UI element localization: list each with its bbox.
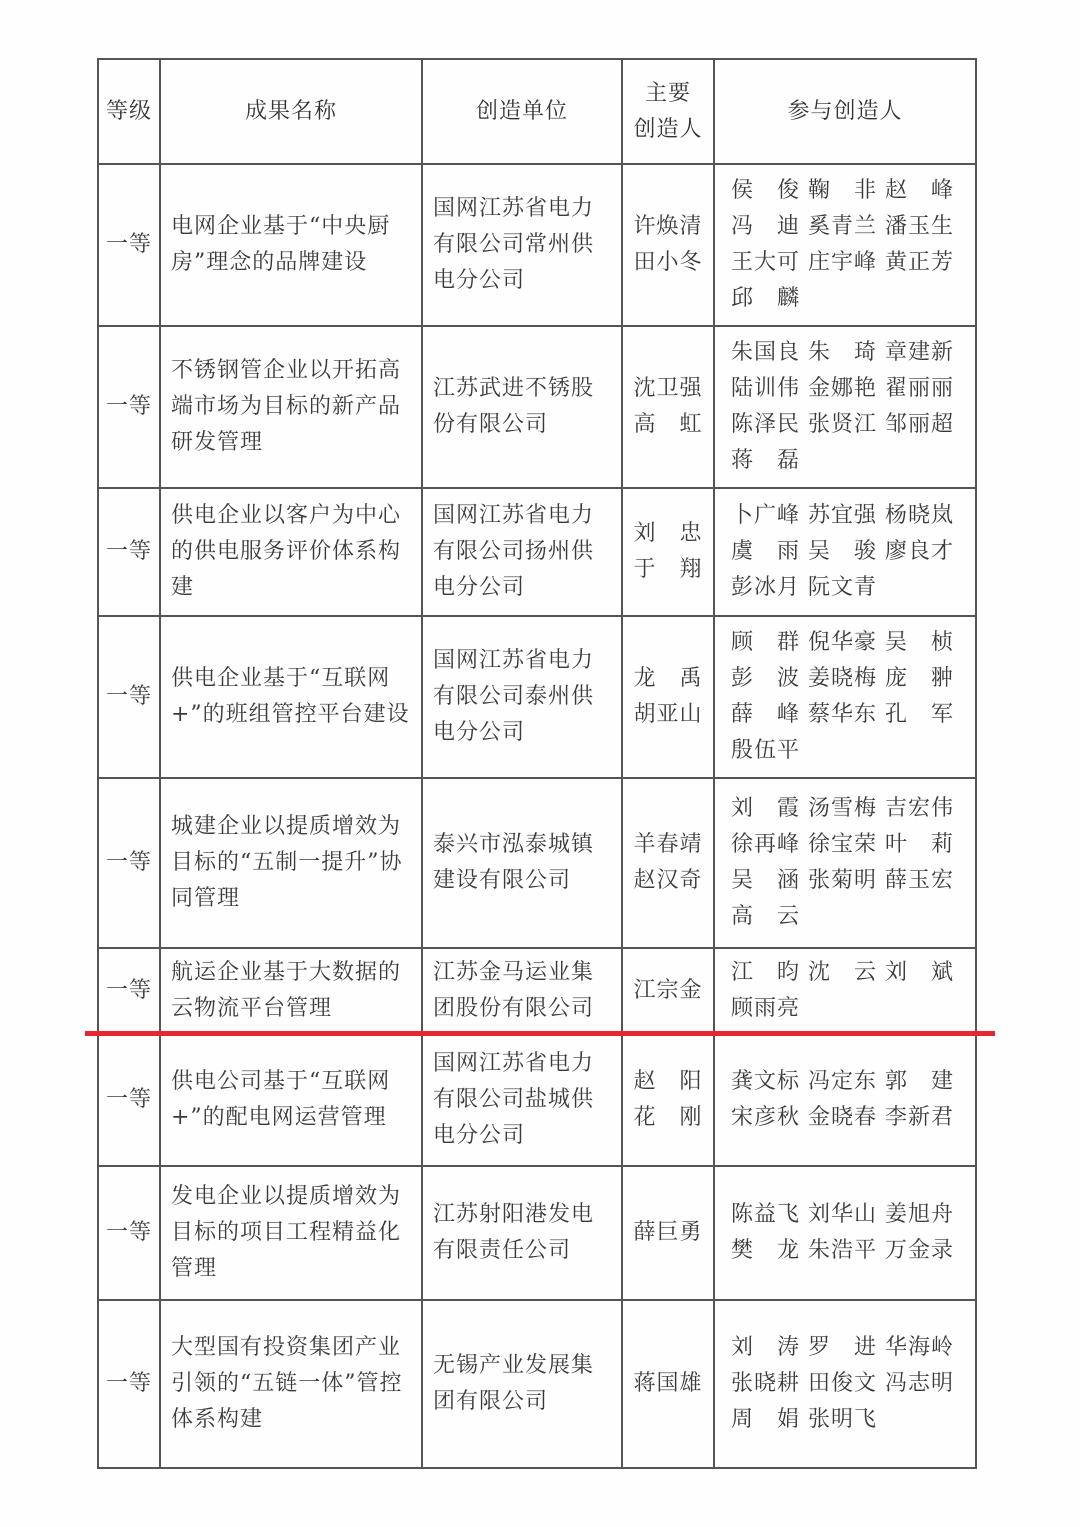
award-table [97, 58, 977, 1469]
creator-unit-cell: 国网江苏省电力有限公司常州供电分公司 [422, 164, 622, 326]
main-creator-name: 薛巨勇 [633, 1220, 703, 1245]
table-row [98, 616, 976, 778]
creator-unit-cell: 国网江苏省电力有限公司盐城供电分公司 [422, 1034, 622, 1166]
table-body [98, 164, 976, 1468]
participants-cell [714, 164, 976, 326]
achievement-name-cell: 城建企业以提质增效为目标的“五制一提升”协同管理 [160, 778, 422, 948]
main-creator-cell [622, 616, 714, 778]
participants-line: 周 娟 张明飞 [731, 1407, 877, 1432]
grade-cell: 一等 [98, 326, 160, 488]
main-creator-name: 刘 忠 [633, 521, 703, 546]
creator-unit-cell: 国网江苏省电力有限公司扬州供电分公司 [422, 488, 622, 616]
main-creator-name: 高 虹 [633, 412, 703, 437]
main-creator-name: 田小冬 [633, 250, 703, 275]
main-creator-name: 江宗金 [633, 978, 703, 1003]
main-creator-cell [622, 948, 714, 1034]
participants-line: 冯 迪 奚青兰 潘玉生 [731, 214, 954, 239]
table-row [98, 778, 976, 948]
grade-cell: 一等 [98, 778, 160, 948]
creator-unit-cell: 泰兴市泓泰城镇建设有限公司 [422, 778, 622, 948]
table-row [98, 1166, 976, 1300]
main-creator-cell [622, 326, 714, 488]
achievement-name-cell: 供电企业基于“互联网+”的班组管控平台建设 [160, 616, 422, 778]
participants-line: 高 云 [731, 904, 801, 929]
header-main-line2: 创造人 [633, 116, 703, 142]
table-row [98, 488, 976, 616]
main-creator-cell [622, 778, 714, 948]
participants-line: 龚文标 冯定东 郭 建 [731, 1069, 954, 1094]
main-creator-name: 许焕清 [633, 214, 703, 239]
main-creator-name: 蒋国雄 [633, 1371, 703, 1396]
creator-unit-cell: 江苏金马运业集团股份有限公司 [422, 948, 622, 1034]
achievement-name-cell: 发电企业以提质增效为目标的项目工程精益化管理 [160, 1166, 422, 1300]
header-participants: 参与创造人 [714, 59, 976, 164]
participants-line: 薛 峰 蔡华东 孔 军 [731, 702, 954, 727]
participants-line: 陆训伟 金娜艳 翟丽丽 [731, 376, 954, 401]
table-row [98, 1300, 976, 1468]
participants-line: 邱 麟 [731, 286, 801, 311]
participants-line: 卜广峰 苏宜强 杨晓岚 [731, 503, 954, 528]
table-row [98, 164, 976, 326]
main-creator-name: 龙 禹 [633, 666, 703, 691]
header-main-creator [622, 59, 714, 164]
participants-line: 朱国良 朱 琦 章建新 [731, 340, 954, 365]
participants-line: 彭 波 姜晓梅 庞 翀 [731, 666, 954, 691]
achievement-name-cell: 航运企业基于大数据的云物流平台管理 [160, 948, 422, 1034]
participants-line: 侯 俊 鞠 非 赵 峰 [731, 178, 954, 203]
participants-line: 徐再峰 徐宝荣 叶 莉 [731, 832, 954, 857]
main-creator-name: 于 翔 [633, 557, 703, 582]
main-creator-name: 赵 阳 [633, 1069, 703, 1094]
participants-line: 虞 雨 吴 骏 廖良才 [731, 539, 954, 564]
participants-line: 蒋 磊 [731, 448, 801, 473]
participants-line: 刘 涛 罗 进 华海岭 [731, 1335, 954, 1360]
red-divider-line [85, 1031, 995, 1036]
achievement-name-cell: 大型国有投资集团产业引领的“五链一体”管控体系构建 [160, 1300, 422, 1468]
achievement-name-cell: 供电企业以客户为中心的供电服务评价体系构建 [160, 488, 422, 616]
main-creator-cell [622, 1300, 714, 1468]
header-name: 成果名称 [160, 59, 422, 164]
creator-unit-cell: 江苏武进不锈股份有限公司 [422, 326, 622, 488]
participants-line: 陈益飞 刘华山 姜旭舟 [731, 1202, 954, 1227]
participants-line: 张晓耕 田俊文 冯志明 [731, 1371, 954, 1396]
table-row [98, 326, 976, 488]
header-grade: 等级 [98, 59, 160, 164]
table-row [98, 1034, 976, 1166]
achievement-name-cell: 电网企业基于“中央厨房”理念的品牌建设 [160, 164, 422, 326]
main-creator-name: 羊春靖 [633, 832, 703, 857]
main-creator-name: 花 刚 [633, 1105, 703, 1130]
participants-line: 彭冰月 阮文青 [731, 575, 877, 600]
participants-cell [714, 1166, 976, 1300]
table-row [98, 948, 976, 1034]
participants-line: 樊 龙 朱浩平 万金录 [731, 1238, 954, 1263]
participants-cell [714, 488, 976, 616]
participants-cell [714, 1034, 976, 1166]
main-creator-cell [622, 1034, 714, 1166]
grade-cell: 一等 [98, 488, 160, 616]
creator-unit-cell: 无锡产业发展集团有限公司 [422, 1300, 622, 1468]
grade-cell: 一等 [98, 1034, 160, 1166]
participants-line: 宋彦秋 金晓春 李新君 [731, 1105, 954, 1130]
participants-line: 王大可 庄宇峰 黄正芳 [731, 250, 954, 275]
creator-unit-cell: 国网江苏省电力有限公司泰州供电分公司 [422, 616, 622, 778]
creator-unit-cell: 江苏射阳港发电有限责任公司 [422, 1166, 622, 1300]
participants-line: 顾雨亮 [731, 996, 801, 1021]
participants-line: 陈泽民 张贤江 邹丽超 [731, 412, 954, 437]
achievement-name-cell: 不锈钢管企业以开拓高端市场为目标的新产品研发管理 [160, 326, 422, 488]
grade-cell: 一等 [98, 164, 160, 326]
participants-line: 殷伍平 [731, 738, 801, 763]
achievement-name-cell: 供电公司基于“互联网+”的配电网运营管理 [160, 1034, 422, 1166]
header-unit: 创造单位 [422, 59, 622, 164]
main-creator-cell [622, 488, 714, 616]
main-creator-cell [622, 164, 714, 326]
participants-line: 江 昀 沈 云 刘 斌 [731, 960, 954, 985]
grade-cell: 一等 [98, 616, 160, 778]
participants-line: 刘 霞 汤雪梅 吉宏伟 [731, 796, 954, 821]
main-creator-name: 赵汉奇 [633, 868, 703, 893]
participants-cell [714, 948, 976, 1034]
participants-cell [714, 1300, 976, 1468]
participants-cell [714, 616, 976, 778]
grade-cell: 一等 [98, 1300, 160, 1468]
main-creator-name: 沈卫强 [633, 376, 703, 401]
participants-line: 顾 群 倪华豪 吴 桢 [731, 630, 954, 655]
header-main-line1: 主要 [644, 80, 691, 106]
participants-cell [714, 326, 976, 488]
header-row [98, 59, 976, 164]
main-creator-name: 胡亚山 [633, 702, 703, 727]
grade-cell: 一等 [98, 948, 160, 1034]
grade-cell: 一等 [98, 1166, 160, 1300]
main-creator-cell [622, 1166, 714, 1300]
participants-line: 吴 涵 张菊明 薛玉宏 [731, 868, 954, 893]
participants-cell [714, 778, 976, 948]
